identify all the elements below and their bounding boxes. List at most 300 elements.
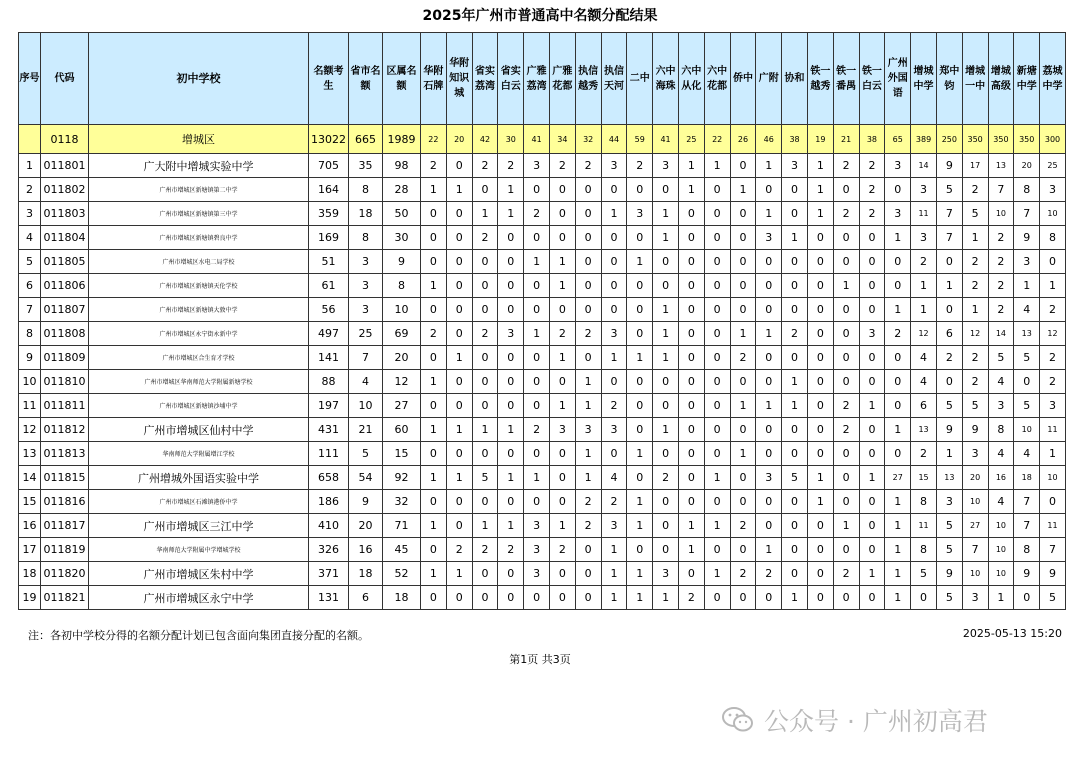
value-cell: 6 bbox=[936, 322, 962, 346]
value-cell: 38 bbox=[859, 125, 885, 154]
value-cell: 2 bbox=[627, 154, 653, 178]
footnote: 注：各初中学校分得的名额分配计划已包含面向集团直接分配的名额。 bbox=[28, 629, 369, 642]
value-cell: 2 bbox=[549, 538, 575, 562]
value-cell: 0 bbox=[756, 418, 782, 442]
value-cell: 0 bbox=[782, 538, 808, 562]
allocation-table bbox=[18, 32, 1066, 610]
value-cell: 2 bbox=[421, 322, 447, 346]
value-cell: 1 bbox=[421, 178, 447, 202]
table-body bbox=[19, 125, 1066, 610]
value-cell: 3 bbox=[962, 442, 988, 466]
value-cell: 0 bbox=[472, 562, 498, 586]
value-cell: 0 bbox=[446, 370, 472, 394]
value-cell: 27 bbox=[885, 466, 911, 490]
value-cell: 16 bbox=[988, 466, 1014, 490]
value-cell: 45 bbox=[383, 538, 421, 562]
value-cell: 0 bbox=[807, 370, 833, 394]
value-cell: 1 bbox=[524, 322, 550, 346]
value-cell: 19 bbox=[807, 125, 833, 154]
value-cell: 1 bbox=[833, 274, 859, 298]
row-number-cell: 5 bbox=[19, 250, 41, 274]
value-cell: 1 bbox=[807, 154, 833, 178]
value-cell: 1 bbox=[446, 466, 472, 490]
column-header: 华附知识城 bbox=[446, 33, 472, 125]
value-cell: 0 bbox=[524, 442, 550, 466]
value-cell: 1 bbox=[936, 274, 962, 298]
value-cell: 0 bbox=[730, 490, 756, 514]
table-row bbox=[19, 322, 1066, 346]
value-cell: 2 bbox=[833, 394, 859, 418]
row-number-cell: 15 bbox=[19, 490, 41, 514]
value-cell: 0 bbox=[756, 370, 782, 394]
value-cell: 8 bbox=[911, 490, 937, 514]
value-cell: 0 bbox=[807, 586, 833, 610]
value-cell: 0 bbox=[653, 370, 679, 394]
value-cell: 0 bbox=[756, 250, 782, 274]
value-cell: 0 bbox=[807, 418, 833, 442]
row-number-cell: 4 bbox=[19, 226, 41, 250]
value-cell: 0 bbox=[859, 490, 885, 514]
value-cell: 1 bbox=[524, 250, 550, 274]
value-cell: 1 bbox=[472, 202, 498, 226]
code-cell: 011821 bbox=[41, 586, 89, 610]
value-cell: 0 bbox=[859, 250, 885, 274]
value-cell: 9 bbox=[936, 562, 962, 586]
column-header: 增城一中 bbox=[962, 33, 988, 125]
value-cell: 0 bbox=[575, 538, 601, 562]
value-cell: 0 bbox=[704, 202, 730, 226]
value-cell: 5 bbox=[936, 586, 962, 610]
value-cell: 0 bbox=[627, 274, 653, 298]
value-cell: 0 bbox=[549, 226, 575, 250]
value-cell: 4 bbox=[911, 370, 937, 394]
value-cell: 1 bbox=[962, 226, 988, 250]
school-name-cell: 广州市增城区新塘镇大敦中学 bbox=[89, 298, 309, 322]
value-cell: 9 bbox=[1014, 562, 1040, 586]
column-header: 新塘中学 bbox=[1014, 33, 1040, 125]
value-cell: 0 bbox=[807, 562, 833, 586]
value-cell: 1 bbox=[524, 466, 550, 490]
row-number-cell: 12 bbox=[19, 418, 41, 442]
value-cell: 1 bbox=[575, 466, 601, 490]
value-cell: 3 bbox=[349, 274, 383, 298]
value-cell: 0 bbox=[936, 298, 962, 322]
value-cell: 88 bbox=[309, 370, 349, 394]
school-name-cell: 广州市增城区新塘镇第二中学 bbox=[89, 178, 309, 202]
value-cell: 41 bbox=[653, 125, 679, 154]
value-cell: 1 bbox=[653, 202, 679, 226]
value-cell: 1 bbox=[911, 274, 937, 298]
value-cell: 7 bbox=[962, 538, 988, 562]
value-cell: 0 bbox=[704, 370, 730, 394]
value-cell: 1 bbox=[472, 514, 498, 538]
value-cell: 17 bbox=[962, 154, 988, 178]
value-cell: 2 bbox=[911, 250, 937, 274]
value-cell: 35 bbox=[349, 154, 383, 178]
value-cell: 2 bbox=[498, 538, 524, 562]
row-number-cell: 3 bbox=[19, 202, 41, 226]
value-cell: 7 bbox=[1014, 202, 1040, 226]
value-cell: 0 bbox=[782, 490, 808, 514]
watermark-text: 公众号 · 广州初高君 bbox=[764, 707, 988, 736]
value-cell: 71 bbox=[383, 514, 421, 538]
value-cell: 0 bbox=[524, 178, 550, 202]
value-cell: 2 bbox=[1040, 298, 1066, 322]
value-cell: 2 bbox=[988, 274, 1014, 298]
value-cell: 9 bbox=[936, 154, 962, 178]
value-cell: 0 bbox=[653, 250, 679, 274]
value-cell: 0 bbox=[653, 490, 679, 514]
row-number-cell: 2 bbox=[19, 178, 41, 202]
value-cell: 2 bbox=[756, 562, 782, 586]
value-cell: 2 bbox=[730, 346, 756, 370]
value-cell: 5 bbox=[472, 466, 498, 490]
value-cell: 20 bbox=[383, 346, 421, 370]
value-cell: 1 bbox=[627, 586, 653, 610]
value-cell: 3 bbox=[936, 490, 962, 514]
value-cell: 0 bbox=[730, 202, 756, 226]
column-header: 代码 bbox=[41, 33, 89, 125]
value-cell: 350 bbox=[962, 125, 988, 154]
value-cell: 0 bbox=[498, 370, 524, 394]
value-cell: 0 bbox=[446, 490, 472, 514]
code-cell: 011801 bbox=[41, 154, 89, 178]
value-cell: 0 bbox=[859, 586, 885, 610]
value-cell: 1 bbox=[653, 418, 679, 442]
value-cell: 0 bbox=[936, 250, 962, 274]
value-cell: 0 bbox=[472, 394, 498, 418]
value-cell: 0 bbox=[653, 514, 679, 538]
value-cell: 69 bbox=[383, 322, 421, 346]
value-cell: 0 bbox=[859, 370, 885, 394]
value-cell: 141 bbox=[309, 346, 349, 370]
value-cell: 0 bbox=[678, 274, 704, 298]
value-cell: 1 bbox=[421, 274, 447, 298]
value-cell: 27 bbox=[383, 394, 421, 418]
value-cell: 13 bbox=[988, 154, 1014, 178]
value-cell: 1 bbox=[498, 466, 524, 490]
column-header: 区属名额 bbox=[383, 33, 421, 125]
value-cell: 0 bbox=[807, 394, 833, 418]
value-cell: 1 bbox=[807, 202, 833, 226]
value-cell: 1 bbox=[601, 538, 627, 562]
school-name-cell: 广州市增城区永宁中学 bbox=[89, 586, 309, 610]
value-cell: 0 bbox=[730, 298, 756, 322]
value-cell: 0 bbox=[833, 586, 859, 610]
value-cell: 1 bbox=[704, 514, 730, 538]
value-cell: 20 bbox=[1014, 154, 1040, 178]
value-cell: 0 bbox=[524, 226, 550, 250]
value-cell: 0 bbox=[807, 274, 833, 298]
value-cell: 0 bbox=[730, 250, 756, 274]
value-cell: 2 bbox=[575, 322, 601, 346]
school-name-cell: 广州市增城区朱村中学 bbox=[89, 562, 309, 586]
value-cell: 0 bbox=[678, 394, 704, 418]
value-cell: 0 bbox=[627, 226, 653, 250]
column-header: 华附石牌 bbox=[421, 33, 447, 125]
value-cell: 0 bbox=[704, 250, 730, 274]
value-cell: 3 bbox=[756, 466, 782, 490]
value-cell: 0 bbox=[472, 274, 498, 298]
value-cell: 0 bbox=[885, 178, 911, 202]
value-cell: 0 bbox=[885, 394, 911, 418]
value-cell: 4 bbox=[349, 370, 383, 394]
value-cell: 2 bbox=[549, 154, 575, 178]
value-cell: 0 bbox=[782, 562, 808, 586]
value-cell: 20 bbox=[962, 466, 988, 490]
value-cell: 0 bbox=[730, 226, 756, 250]
value-cell: 10 bbox=[988, 514, 1014, 538]
value-cell: 0 bbox=[446, 202, 472, 226]
value-cell: 1 bbox=[653, 346, 679, 370]
value-cell: 1 bbox=[756, 154, 782, 178]
school-name-cell: 广州市增城区水电二局学校 bbox=[89, 250, 309, 274]
value-cell: 1 bbox=[575, 370, 601, 394]
value-cell: 1 bbox=[859, 562, 885, 586]
value-cell: 0 bbox=[833, 370, 859, 394]
value-cell: 0 bbox=[704, 394, 730, 418]
column-header: 广雅荔湾 bbox=[524, 33, 550, 125]
value-cell: 0 bbox=[601, 274, 627, 298]
value-cell: 2 bbox=[833, 202, 859, 226]
value-cell: 0 bbox=[601, 370, 627, 394]
row-number-cell: 13 bbox=[19, 442, 41, 466]
value-cell: 0 bbox=[859, 418, 885, 442]
value-cell: 1 bbox=[653, 226, 679, 250]
value-cell: 250 bbox=[936, 125, 962, 154]
value-cell: 0 bbox=[756, 490, 782, 514]
value-cell: 26 bbox=[730, 125, 756, 154]
value-cell: 0 bbox=[730, 466, 756, 490]
value-cell: 0 bbox=[833, 466, 859, 490]
column-header: 广附 bbox=[756, 33, 782, 125]
value-cell: 0 bbox=[575, 178, 601, 202]
value-cell: 1989 bbox=[383, 125, 421, 154]
value-cell: 5 bbox=[962, 202, 988, 226]
value-cell: 18 bbox=[349, 202, 383, 226]
value-cell: 0 bbox=[627, 370, 653, 394]
value-cell: 7 bbox=[1040, 538, 1066, 562]
value-cell: 1 bbox=[498, 178, 524, 202]
value-cell: 2 bbox=[421, 154, 447, 178]
value-cell: 3 bbox=[524, 154, 550, 178]
value-cell: 1 bbox=[421, 562, 447, 586]
value-cell: 1 bbox=[627, 442, 653, 466]
value-cell: 3 bbox=[1014, 250, 1040, 274]
value-cell: 12 bbox=[1040, 322, 1066, 346]
value-cell: 0 bbox=[601, 298, 627, 322]
value-cell: 21 bbox=[833, 125, 859, 154]
value-cell: 0 bbox=[730, 154, 756, 178]
value-cell: 60 bbox=[383, 418, 421, 442]
value-cell: 1 bbox=[421, 370, 447, 394]
value-cell: 0 bbox=[549, 298, 575, 322]
value-cell: 0 bbox=[859, 298, 885, 322]
value-cell: 98 bbox=[383, 154, 421, 178]
value-cell: 15 bbox=[911, 466, 937, 490]
value-cell: 2 bbox=[782, 322, 808, 346]
code-cell: 011802 bbox=[41, 178, 89, 202]
code-cell: 011815 bbox=[41, 466, 89, 490]
value-cell: 1 bbox=[885, 514, 911, 538]
value-cell: 10 bbox=[962, 490, 988, 514]
value-cell: 0 bbox=[472, 370, 498, 394]
code-cell: 011807 bbox=[41, 298, 89, 322]
table-row bbox=[19, 202, 1066, 226]
column-header: 名额考生 bbox=[309, 33, 349, 125]
value-cell: 0 bbox=[472, 442, 498, 466]
value-cell: 0 bbox=[704, 178, 730, 202]
value-cell: 0 bbox=[575, 562, 601, 586]
value-cell: 1 bbox=[988, 586, 1014, 610]
value-cell: 5 bbox=[349, 442, 383, 466]
value-cell: 350 bbox=[1014, 125, 1040, 154]
value-cell: 1 bbox=[601, 586, 627, 610]
value-cell: 9 bbox=[962, 418, 988, 442]
value-cell: 52 bbox=[383, 562, 421, 586]
value-cell: 0 bbox=[833, 298, 859, 322]
value-cell: 3 bbox=[911, 226, 937, 250]
value-cell: 2 bbox=[472, 538, 498, 562]
value-cell: 15 bbox=[383, 442, 421, 466]
value-cell: 1 bbox=[446, 346, 472, 370]
value-cell: 0 bbox=[549, 442, 575, 466]
value-cell: 2 bbox=[859, 178, 885, 202]
value-cell: 0 bbox=[446, 442, 472, 466]
value-cell: 1 bbox=[678, 178, 704, 202]
column-header: 增城中学 bbox=[911, 33, 937, 125]
column-header: 省实白云 bbox=[498, 33, 524, 125]
value-cell: 4 bbox=[1014, 442, 1040, 466]
value-cell: 0 bbox=[575, 202, 601, 226]
value-cell: 3 bbox=[911, 178, 937, 202]
value-cell: 0 bbox=[859, 538, 885, 562]
value-cell: 0 bbox=[678, 370, 704, 394]
value-cell: 0 bbox=[524, 490, 550, 514]
value-cell: 14 bbox=[911, 154, 937, 178]
value-cell: 30 bbox=[498, 125, 524, 154]
value-cell: 0 bbox=[833, 490, 859, 514]
value-cell: 1 bbox=[446, 178, 472, 202]
value-cell: 0 bbox=[549, 490, 575, 514]
value-cell: 3 bbox=[988, 394, 1014, 418]
value-cell: 3 bbox=[1040, 178, 1066, 202]
value-cell: 0 bbox=[756, 442, 782, 466]
value-cell: 2 bbox=[678, 586, 704, 610]
value-cell: 3 bbox=[601, 154, 627, 178]
value-cell: 5 bbox=[782, 466, 808, 490]
table-row bbox=[19, 442, 1066, 466]
value-cell: 0 bbox=[833, 226, 859, 250]
value-cell: 0 bbox=[756, 298, 782, 322]
value-cell: 51 bbox=[309, 250, 349, 274]
value-cell: 3 bbox=[601, 418, 627, 442]
value-cell: 0 bbox=[885, 250, 911, 274]
school-name-cell: 华南师范大学附属中学增城学校 bbox=[89, 538, 309, 562]
value-cell: 11 bbox=[1040, 418, 1066, 442]
value-cell: 8 bbox=[349, 226, 383, 250]
code-cell: 011809 bbox=[41, 346, 89, 370]
table-row bbox=[19, 274, 1066, 298]
value-cell: 2 bbox=[988, 250, 1014, 274]
value-cell: 8 bbox=[1014, 178, 1040, 202]
value-cell: 1 bbox=[627, 514, 653, 538]
value-cell: 0 bbox=[627, 322, 653, 346]
value-cell: 431 bbox=[309, 418, 349, 442]
column-header: 六中花都 bbox=[704, 33, 730, 125]
row-number-cell: 7 bbox=[19, 298, 41, 322]
value-cell: 7 bbox=[936, 226, 962, 250]
row-number-cell: 17 bbox=[19, 538, 41, 562]
value-cell: 0 bbox=[678, 298, 704, 322]
value-cell: 4 bbox=[1014, 298, 1040, 322]
column-header: 初中学校 bbox=[89, 33, 309, 125]
value-cell: 0 bbox=[421, 490, 447, 514]
value-cell: 0 bbox=[936, 370, 962, 394]
value-cell: 0 bbox=[498, 490, 524, 514]
value-cell: 10 bbox=[1040, 466, 1066, 490]
value-cell: 3 bbox=[859, 322, 885, 346]
value-cell: 10 bbox=[988, 538, 1014, 562]
value-cell: 0 bbox=[807, 250, 833, 274]
value-cell: 3 bbox=[756, 226, 782, 250]
value-cell: 10 bbox=[349, 394, 383, 418]
value-cell: 0 bbox=[421, 586, 447, 610]
value-cell: 0 bbox=[446, 298, 472, 322]
value-cell: 0 bbox=[524, 274, 550, 298]
value-cell: 1 bbox=[575, 394, 601, 418]
value-cell: 0 bbox=[549, 466, 575, 490]
value-cell: 54 bbox=[349, 466, 383, 490]
value-cell: 0 bbox=[575, 274, 601, 298]
value-cell: 27 bbox=[962, 514, 988, 538]
value-cell: 1 bbox=[807, 178, 833, 202]
value-cell: 0 bbox=[704, 586, 730, 610]
value-cell: 0 bbox=[756, 274, 782, 298]
value-cell: 0 bbox=[704, 298, 730, 322]
value-cell: 1 bbox=[885, 490, 911, 514]
value-cell: 5 bbox=[1014, 346, 1040, 370]
column-header: 郑中钧 bbox=[936, 33, 962, 125]
value-cell: 0 bbox=[524, 586, 550, 610]
value-cell: 10 bbox=[962, 562, 988, 586]
value-cell: 5 bbox=[1014, 394, 1040, 418]
value-cell: 0 bbox=[678, 442, 704, 466]
value-cell: 0 bbox=[1040, 250, 1066, 274]
value-cell: 2 bbox=[962, 178, 988, 202]
value-cell: 0 bbox=[575, 298, 601, 322]
value-cell: 0 bbox=[704, 346, 730, 370]
value-cell: 0 bbox=[756, 178, 782, 202]
value-cell: 0 bbox=[446, 274, 472, 298]
watermark bbox=[722, 700, 988, 740]
code-cell: 011803 bbox=[41, 202, 89, 226]
school-name-cell: 广州市增城区新塘镇第三中学 bbox=[89, 202, 309, 226]
value-cell: 1 bbox=[627, 490, 653, 514]
value-cell: 0 bbox=[807, 442, 833, 466]
value-cell: 705 bbox=[309, 154, 349, 178]
value-cell: 1 bbox=[627, 250, 653, 274]
value-cell: 2 bbox=[472, 322, 498, 346]
value-cell: 12 bbox=[383, 370, 421, 394]
value-cell: 1 bbox=[549, 394, 575, 418]
value-cell: 1 bbox=[704, 154, 730, 178]
value-cell: 0 bbox=[498, 226, 524, 250]
column-header: 执信天河 bbox=[601, 33, 627, 125]
code-cell: 011816 bbox=[41, 490, 89, 514]
value-cell: 0 bbox=[678, 250, 704, 274]
value-cell: 2 bbox=[730, 562, 756, 586]
